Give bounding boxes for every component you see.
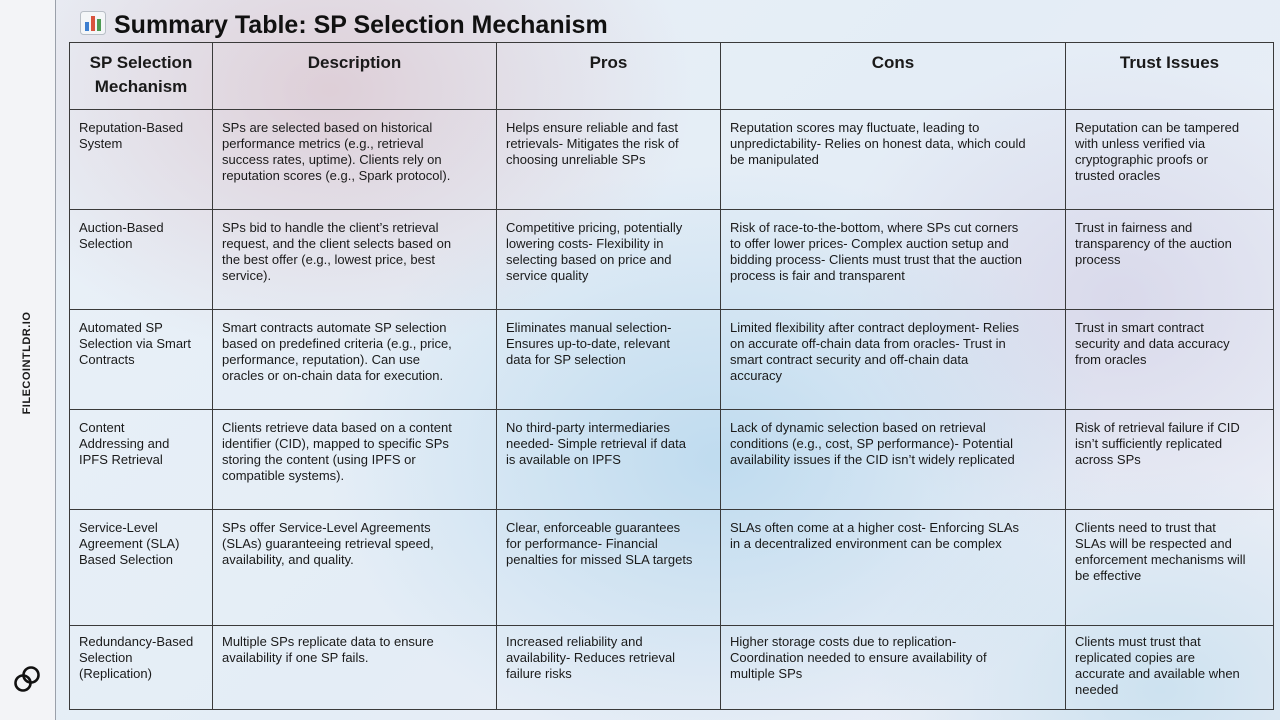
cell-description: SPs offer Service-Level Agreements (SLAs) guaranteeing retrieval speed, availability, and quality. <box>213 510 497 626</box>
cell-description: Smart contracts automate SP selection based on predefined criteria (e.g., price, performance, reputation). Can use oracles or on-chain data for execution. <box>213 310 497 410</box>
cell-pros: Helps ensure reliable and fast retrievals- Mitigates the risk of choosing unreliable SPs <box>497 110 721 210</box>
cell-pros: No third-party intermediaries needed- Simple retrieval if data is available on IPFS <box>497 410 721 510</box>
cell-cons: Lack of dynamic selection based on retrieval conditions (e.g., cost, SP performance)- Potential availability issues if the CID isn’t widely replicated <box>721 410 1066 510</box>
page-title-text: Summary Table: SP Selection Mechanism <box>114 11 608 39</box>
cell-mechanism: Redundancy-Based Selection (Replication) <box>70 626 213 710</box>
cell-pros: Increased reliability and availability- Reduces retrieval failure risks <box>497 626 721 710</box>
cell-trust-issues: Reputation can be tampered with unless verified via cryptographic proofs or trusted oracles <box>1066 110 1274 210</box>
cell-trust-issues: Clients need to trust that SLAs will be respected and enforcement mechanisms will be effective <box>1066 510 1274 626</box>
table-row <box>70 210 1274 310</box>
cell-mechanism: Content Addressing and IPFS Retrieval <box>70 410 213 510</box>
table-row <box>70 310 1274 410</box>
table-row <box>70 410 1274 510</box>
sidebar <box>0 0 56 720</box>
cell-trust-issues: Risk of retrieval failure if CID isn’t sufficiently replicated across SPs <box>1066 410 1274 510</box>
table-row <box>70 110 1274 210</box>
cell-cons: Risk of race-to-the-bottom, where SPs cut corners to offer lower prices- Complex auction setup and bidding process- Clients must trust that the auction process is fair and transparent <box>721 210 1066 310</box>
bar-chart-icon <box>80 11 106 35</box>
cell-trust-issues: Clients must trust that replicated copies are accurate and available when needed <box>1066 626 1274 710</box>
cell-trust-issues: Trust in fairness and transparency of the auction process <box>1066 210 1274 310</box>
header-description: Description <box>213 43 497 110</box>
cell-mechanism: Service-Level Agreement (SLA) Based Selection <box>70 510 213 626</box>
header-trust-issues: Trust Issues <box>1066 43 1274 110</box>
cell-pros: Clear, enforceable guarantees for performance- Financial penalties for missed SLA targets <box>497 510 721 626</box>
cell-cons: Limited flexibility after contract deployment- Relies on accurate off-chain data from oracles- Trust in smart contract security and off-chain data accuracy <box>721 310 1066 410</box>
cell-mechanism: Reputation-Based System <box>70 110 213 210</box>
cell-cons: Higher storage costs due to replication- Coordination needed to ensure availability of multiple SPs <box>721 626 1066 710</box>
header-mechanism: SP Selection Mechanism <box>70 43 213 110</box>
table-header-row <box>70 43 1274 110</box>
cell-description: Multiple SPs replicate data to ensure availability if one SP fails. <box>213 626 497 710</box>
cell-pros: Eliminates manual selection- Ensures up-to-date, relevant data for SP selection <box>497 310 721 410</box>
cell-mechanism: Automated SP Selection via Smart Contracts <box>70 310 213 410</box>
cell-description: SPs are selected based on historical performance metrics (e.g., retrieval success rates, uptime). Clients rely on reputation scores (e.g., Spark protocol). <box>213 110 497 210</box>
brand-label: FILECOINTLDR.IO <box>21 311 33 415</box>
cell-cons: SLAs often come at a higher cost- Enforcing SLAs in a decentralized environment can be complex <box>721 510 1066 626</box>
cell-description: Clients retrieve data based on a content identifier (CID), mapped to specific SPs storing the content (using IPFS or compatible systems). <box>213 410 497 510</box>
summary-table <box>69 42 1274 710</box>
table-row <box>70 626 1274 710</box>
page-title <box>80 9 608 41</box>
link-loop-logo-icon <box>12 664 42 694</box>
header-cons: Cons <box>721 43 1066 110</box>
cell-pros: Competitive pricing, potentially lowering costs- Flexibility in selecting based on price and service quality <box>497 210 721 310</box>
table-row <box>70 510 1274 626</box>
cell-cons: Reputation scores may fluctuate, leading to unpredictability- Relies on honest data, which could be manipulated <box>721 110 1066 210</box>
cell-description: SPs bid to handle the client’s retrieval request, and the client selects based on the best offer (e.g., lowest price, best service). <box>213 210 497 310</box>
header-pros: Pros <box>497 43 721 110</box>
cell-mechanism: Auction-Based Selection <box>70 210 213 310</box>
cell-trust-issues: Trust in smart contract security and data accuracy from oracles <box>1066 310 1274 410</box>
